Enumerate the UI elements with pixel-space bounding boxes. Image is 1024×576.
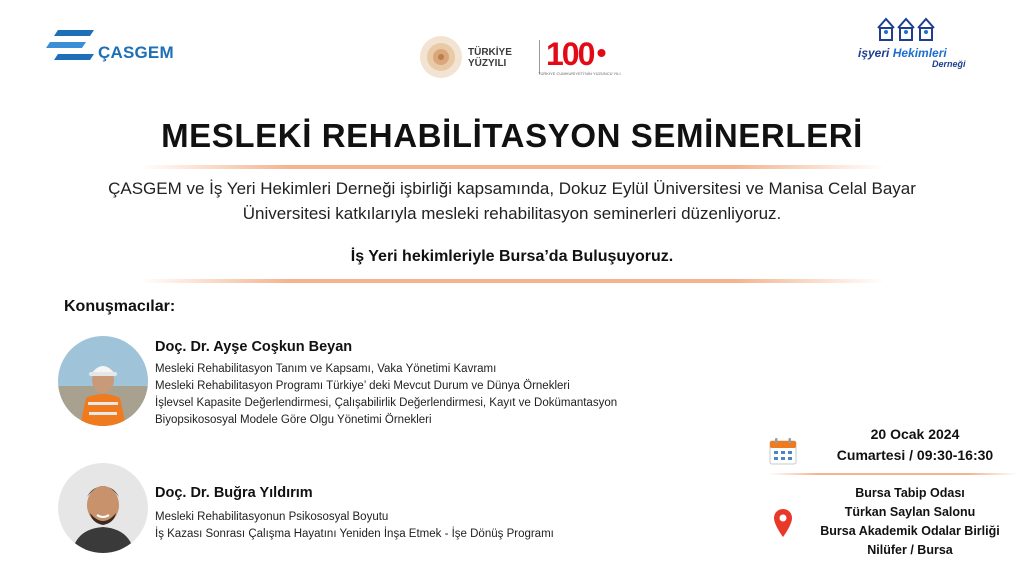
turkiye-line1: TÜRKİYE (468, 47, 512, 58)
venue-line: Nilüfer / Bursa (867, 543, 953, 557)
ihd-isyeri: işyeri (858, 46, 890, 60)
speaker-2-topic: Mesleki Rehabilitasyonun Psikososyal Boyutu (155, 511, 389, 523)
speaker-1-name: Doç. Dr. Ayşe Coşkun Beyan (155, 339, 353, 355)
speaker-2-topics (155, 509, 554, 543)
venue-line: Türkan Saylan Salonu (844, 505, 976, 519)
sun-seal-icon (419, 35, 463, 79)
speaker-2-name: Doç. Dr. Buğra Yıldırım (155, 485, 313, 501)
intro-line2: Üniversitesi katkılarıyla mesleki rehabilitasyon seminerleri düzenliyoruz. (242, 204, 782, 223)
hundred-year-logo (544, 36, 614, 70)
speaker-1-topic: Biyopsikososyal Modele Göre Olgu Yönetimi Örnekleri (155, 414, 432, 426)
intro-text (40, 176, 984, 226)
casgem-wordmark: ÇASGEM (98, 43, 174, 62)
turkiye-yuzyili-logo (419, 34, 621, 82)
speaker-1-topic: Mesleki Rehabilitasyon Programı Türkiye’ deki Mevcut Durum ve Dünya Örnekleri (155, 380, 570, 392)
map-pin-icon (773, 508, 793, 538)
turkiye-line2: YÜZYILI (468, 58, 507, 69)
speaker-2-topic: İş Kazası Sonrası Çalışma Hayatını Yeniden İnşa Etmek - İşe Dönüş Programı (155, 528, 554, 540)
turkiye-text (468, 47, 512, 69)
page-title: MESLEKİ REHABİLİTASYON SEMİNERLERİ (161, 117, 863, 154)
event-date: 20 Ocak 2024 (870, 426, 960, 442)
ihd-line2: Derneği (932, 59, 966, 69)
tagline: İş Yeri hekimleriyle Bursa’da Buluşuyoruz. (350, 248, 674, 265)
event-venue (800, 484, 1020, 560)
venue-line: Bursa Akademik Odalar Birliği (820, 524, 1000, 538)
speaker-1-topic: İşlevsel Kapasite Değerlendirmesi, Çalışabilirlik Değerlendirmesi, Kayıt ve Dokümantasyon (155, 397, 618, 409)
casgem-logo (46, 28, 186, 64)
venue-line: Bursa Tabip Odası (855, 486, 965, 500)
hundred-text: 100 (546, 36, 594, 70)
title-divider (140, 165, 884, 169)
logo-separator (539, 40, 540, 74)
ihd-line1 (858, 46, 947, 60)
isyeri-hekimleri-dernegi-logo (858, 16, 968, 72)
hundred-caption: TÜRKİYE CUMHURİYETİ'NİN YÜZÜNCÜ YILI (538, 71, 621, 76)
speaker-1-topic: Mesleki Rehabilitasyon Tanım ve Kapsamı, Vaka Yönetimi Kavramı (155, 363, 497, 375)
event-divider (768, 473, 1018, 475)
tagline-divider (140, 279, 884, 283)
speakers-heading: Konuşmacılar: (64, 298, 176, 315)
houses-icon (876, 16, 936, 44)
speaker-1-topics (155, 361, 617, 429)
speaker-1-photo (58, 336, 148, 426)
ihd-hekimleri: Hekimleri (892, 46, 947, 60)
event-time: Cumartesi / 09:30-16:30 (836, 447, 994, 463)
intro-line1: ÇASGEM ve İş Yeri Hekimleri Derneği işbirliği kapsamında, Dokuz Eylül Üniversitesi ve Manisa Celal Bayar (108, 179, 916, 198)
speaker-2-photo (58, 463, 148, 553)
casgem-mark-icon (46, 28, 96, 64)
calendar-icon (768, 436, 798, 466)
